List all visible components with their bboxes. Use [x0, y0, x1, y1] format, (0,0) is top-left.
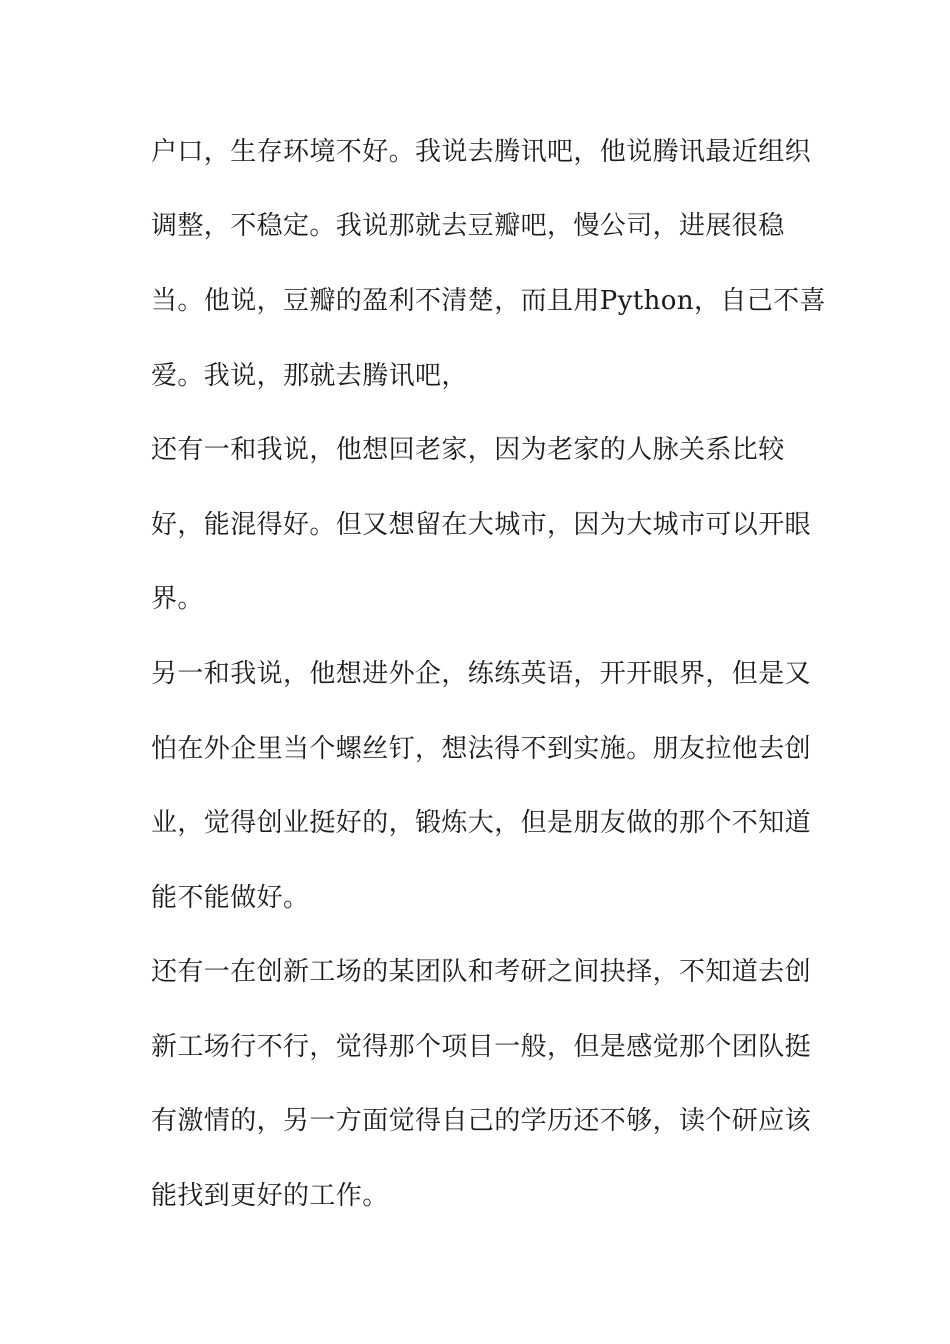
- text-line-11: 能不能做好。: [151, 883, 310, 913]
- text-line-3: 当。他说，豆瓣的盈利不清楚，而且用Python，自己不喜: [151, 286, 826, 316]
- text-line-6: 好，能混得好。但又想留在大城市，因为大城市可以开眼: [151, 510, 812, 540]
- text-line-14: 有激情的，另一方面觉得自己的学历还不够，读个研应该: [151, 1106, 812, 1136]
- text-line-4: 爱。我说，那就去腾讯吧，: [151, 361, 468, 391]
- text-line-8: 另一和我说，他想进外企，练练英语，开开眼界，但是又: [151, 659, 812, 689]
- text-line-1: 户口，生存环境不好。我说去腾讯吧，他说腾讯最近组织: [151, 137, 812, 167]
- text-line-5: 还有一和我说，他想回老家，因为老家的人脉关系比较: [151, 435, 785, 465]
- text-line-9: 怕在外企里当个螺丝钉，想法得不到实施。朋友拉他去创: [151, 734, 812, 764]
- text-line-2: 调整，不稳定。我说那就去豆瓣吧，慢公司，进展很稳: [151, 211, 785, 241]
- text-line-15: 能找到更好的工作。: [151, 1181, 389, 1211]
- text-line-7: 界。: [151, 584, 204, 614]
- text-line-13: 新工场行不行，觉得那个项目一般，但是感觉那个团队挺: [151, 1032, 812, 1062]
- text-line-10: 业，觉得创业挺好的，锻炼大，但是朋友做的那个不知道: [151, 808, 812, 838]
- text-line-12: 还有一在创新工场的某团队和考研之间抉择，不知道去创: [151, 957, 812, 987]
